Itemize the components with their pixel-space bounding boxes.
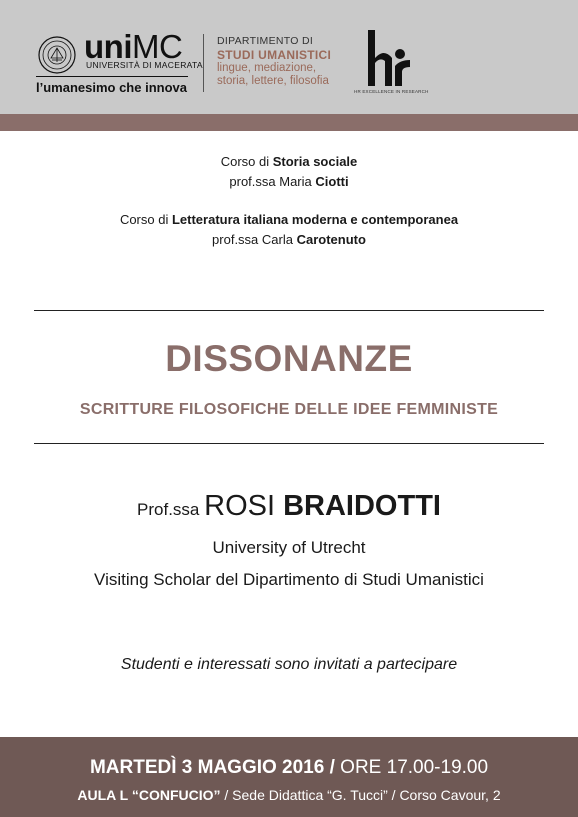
professor-lastname: Ciotti <box>315 174 349 189</box>
invitation-text: Studenti e interessati sono invitati a partecipare <box>120 656 458 673</box>
header-bar <box>0 0 578 114</box>
hr-excellence-logo-icon <box>362 30 416 86</box>
course-2-professor <box>0 230 578 250</box>
university-name: UNIVERSITÀ DI MACERATA <box>86 60 203 70</box>
title-top-rule <box>34 310 544 311</box>
department-subjects-line2: storia, lettere, filosofia <box>217 75 329 87</box>
wordmark-uni: uni <box>84 28 132 65</box>
event-room: AULA L “CONFUCIO” <box>77 787 221 803</box>
course-2-title <box>0 210 578 230</box>
speaker-role: Visiting Scholar del Dipartimento di Studi Umanistici <box>94 570 484 589</box>
course-name: Letteratura italiana moderna e contemporanea <box>171 212 459 227</box>
department-label: DIPARTIMENTO DI <box>217 35 314 47</box>
department-subjects-line1: lingue, mediazione, <box>217 62 317 74</box>
event-date: MARTEDÌ 3 MAGGIO 2016 / <box>89 757 341 778</box>
tagline: l’umanesimo che innova <box>36 80 187 95</box>
speaker-last-name: BRAIDOTTI <box>283 490 441 522</box>
course-prefix: Corso di <box>119 212 172 227</box>
speaker-first-name: ROSI <box>204 490 284 522</box>
department-name: STUDI UMANISTICI <box>217 48 332 62</box>
professor-lastname: Carotenuto <box>296 232 366 247</box>
header-accent-band <box>0 114 578 131</box>
title-bottom-rule <box>34 443 544 444</box>
header-vertical-divider <box>203 34 204 92</box>
event-datetime <box>0 757 578 779</box>
event-subtitle: SCRITTURE FILOSOFICHE DELLE IDEE FEMMINISTE <box>79 401 499 418</box>
event-time: ORE 17.00-19.00 <box>340 757 489 778</box>
wordmark-mc: MC <box>131 28 183 65</box>
course-name: Storia sociale <box>272 154 358 169</box>
event-address: / Sede Didattica “G. Tucci” / Corso Cavour, 2 <box>220 787 501 803</box>
course-1-professor <box>0 172 578 192</box>
footer-bar <box>0 737 578 817</box>
professor-prefix: prof.ssa Maria <box>229 174 316 189</box>
speaker-affiliation: University of Utrecht <box>212 538 366 557</box>
course-prefix: Corso di <box>220 154 273 169</box>
event-title: DISSONANZE <box>165 338 413 379</box>
speaker-name <box>0 490 578 523</box>
speaker-title: Prof.ssa <box>137 500 205 519</box>
hr-logo-caption: HR EXCELLENCE IN RESEARCH <box>354 89 429 94</box>
department-subjects <box>217 62 347 88</box>
university-seal-icon <box>38 36 76 74</box>
course-1-title <box>0 152 578 172</box>
course-list <box>0 152 578 250</box>
logo-divider <box>36 76 188 77</box>
event-location <box>0 787 578 803</box>
unimc-wordmark <box>84 30 182 64</box>
professor-prefix: prof.ssa Carla <box>212 232 297 247</box>
